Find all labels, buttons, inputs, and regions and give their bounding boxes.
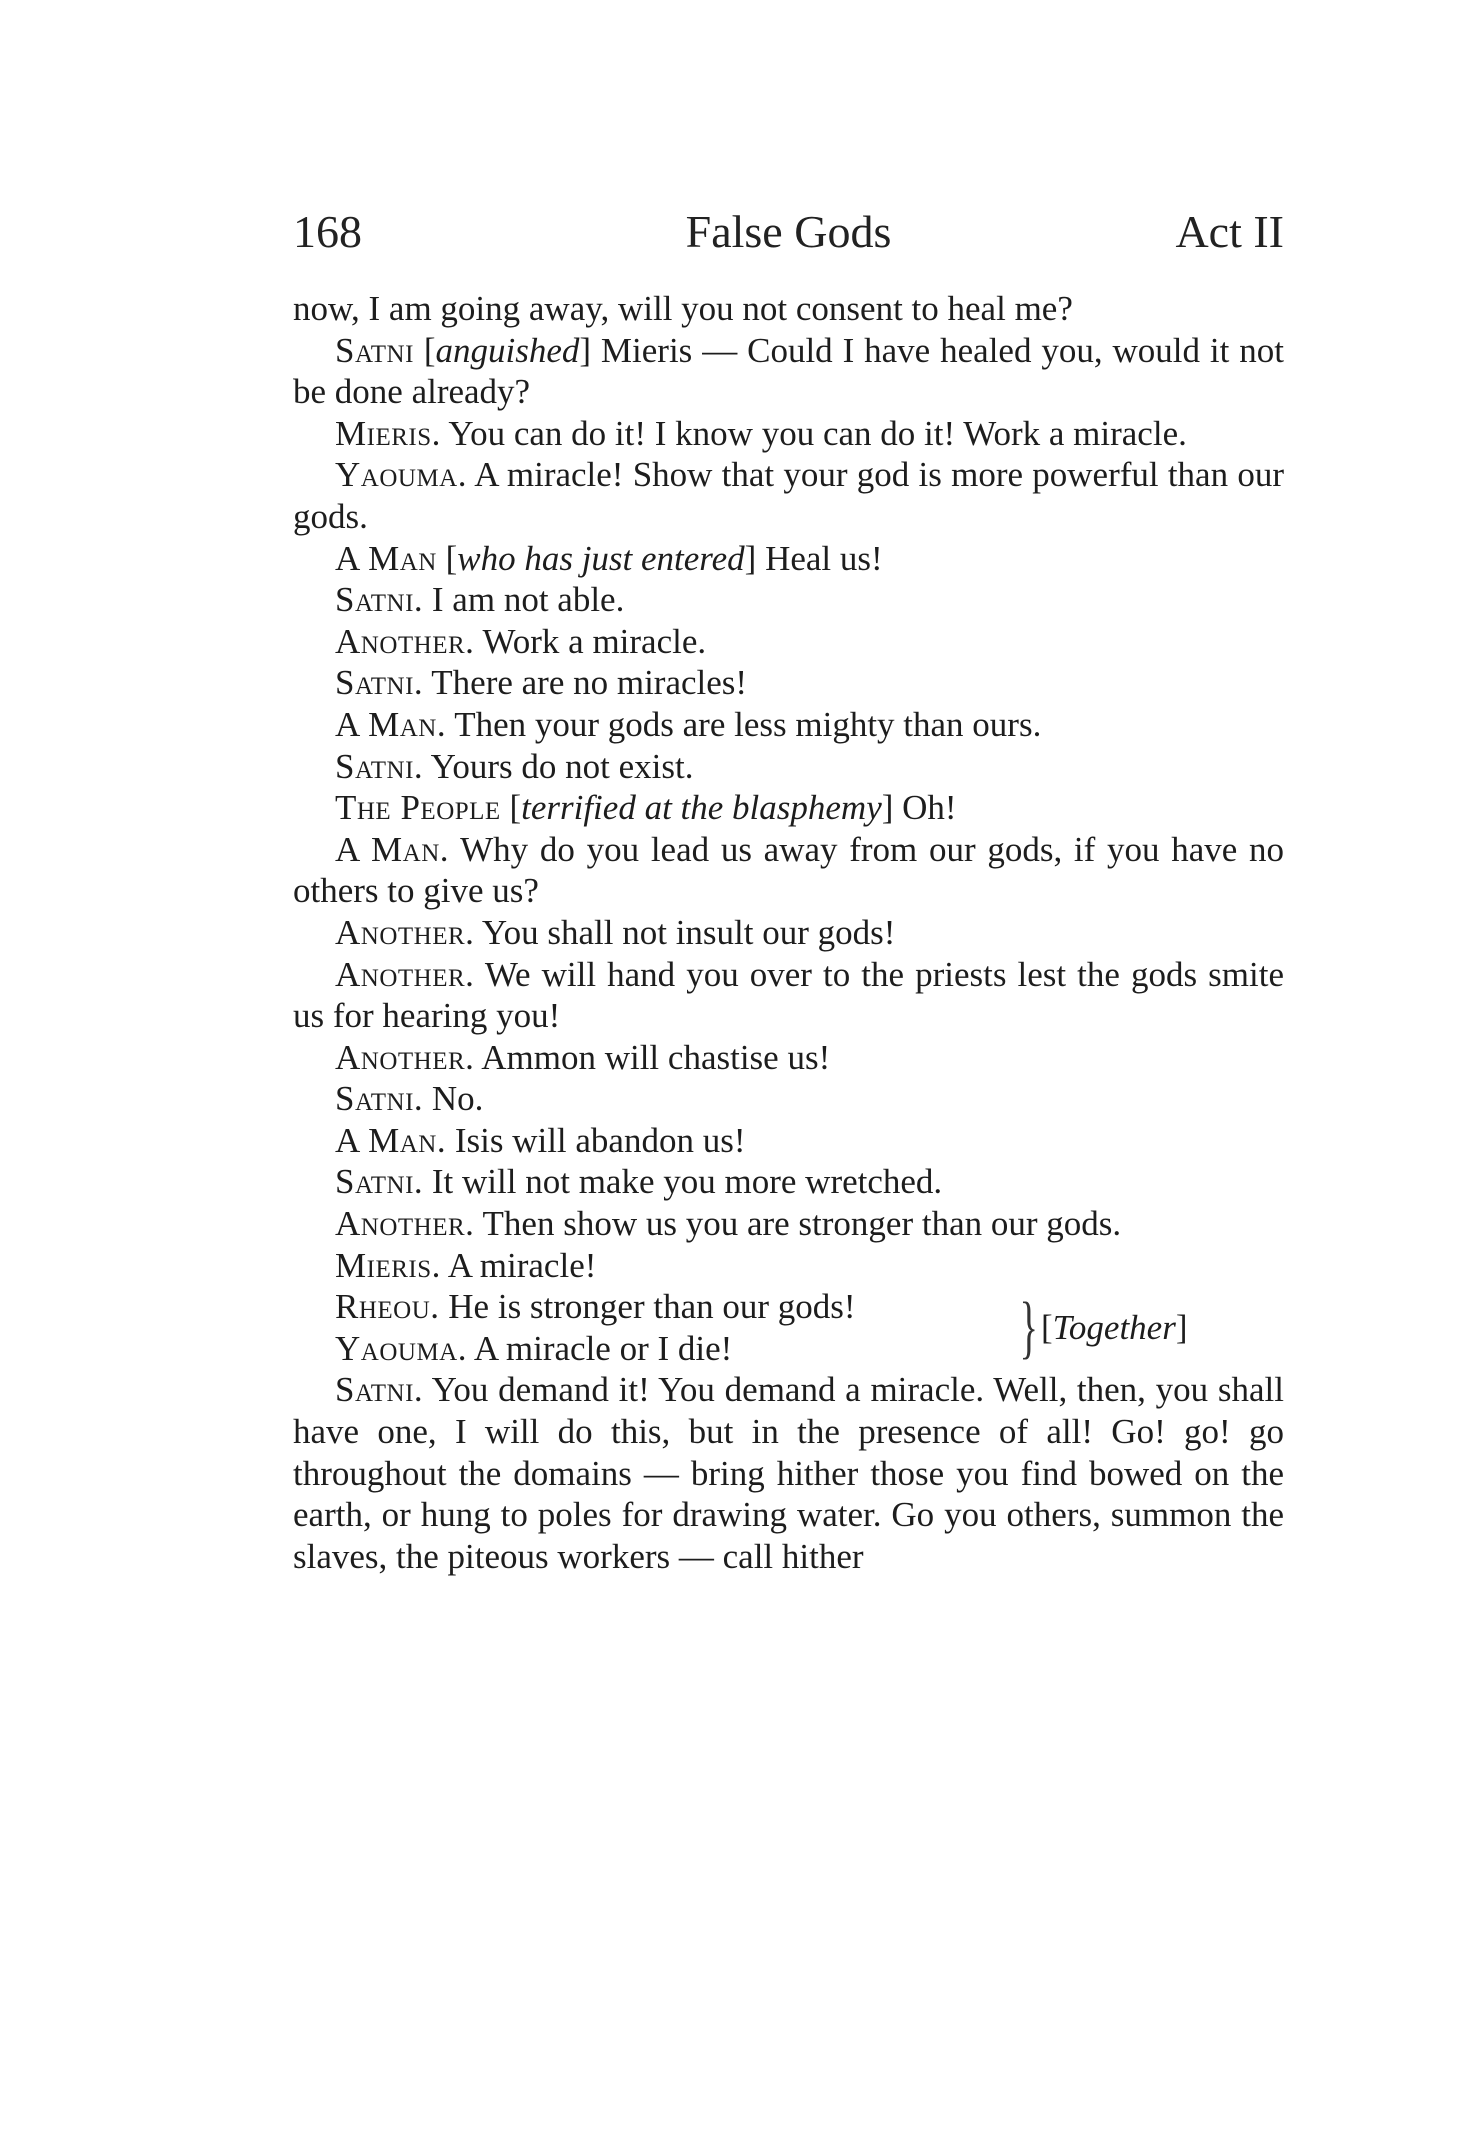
dialogue-line	[293, 1245, 1284, 1287]
dialogue-line	[293, 954, 1284, 1037]
dialogue-line	[293, 746, 1284, 788]
dialogue-line	[293, 454, 1284, 537]
speech-text: Then show us you are stronger than our gods.	[482, 1204, 1122, 1244]
speaker-name: Satni	[335, 330, 414, 370]
dialogue-line	[293, 829, 1284, 912]
speech-text: You shall not insult our gods!	[481, 912, 896, 952]
speaker-name: Mieris.	[335, 1245, 441, 1285]
together-lines	[293, 1286, 1015, 1369]
speech-text: He is stronger than our gods!	[448, 1287, 856, 1327]
speaker-name: Satni.	[335, 1162, 424, 1202]
speaker-name: A Man	[335, 538, 437, 578]
speaker-name: A Man.	[335, 704, 447, 744]
running-header	[293, 205, 1284, 265]
speaker-name: The People	[335, 788, 501, 828]
dialogue-line	[293, 704, 1284, 746]
speaker-name: Satni.	[335, 580, 424, 620]
speech-text: We will hand you over to the priests lest the gods smite us for hearing you!	[293, 954, 1284, 1036]
page-number: 168	[293, 206, 362, 257]
speaker-name: Yaouma.	[335, 1328, 467, 1368]
speech-text: No.	[431, 1079, 484, 1119]
speaker-name: Another.	[335, 954, 475, 994]
running-title: False Gods	[685, 206, 892, 257]
speech-text: Then your gods are less mighty than ours.	[454, 704, 1042, 744]
speaker-name: Yaouma.	[335, 455, 467, 495]
dialogue-line	[293, 1203, 1284, 1245]
dialogue-line	[293, 621, 1284, 663]
speaker-name: Another.	[335, 912, 475, 952]
dialogue-line	[293, 1161, 1284, 1203]
play-text	[293, 288, 1284, 1577]
speech-text: There are no miracles!	[431, 663, 748, 703]
dialogue-line	[293, 413, 1284, 455]
speaker-name: Satni.	[335, 1079, 424, 1119]
speech-text: Yours do not exist.	[430, 746, 694, 786]
dialogue-line	[293, 1120, 1284, 1162]
speaker-name: Another.	[335, 621, 475, 661]
speech-text: A miracle! Show that your god is more powerful than our gods.	[293, 455, 1284, 536]
speech-text: I am not able.	[431, 580, 625, 620]
right-brace: }	[1019, 1288, 1038, 1366]
speaker-name: Rheou.	[335, 1287, 440, 1327]
speech-text: Heal us!	[765, 538, 883, 578]
speaker-name: Another.	[335, 1204, 475, 1244]
dialogue-line	[293, 1078, 1284, 1120]
speaker-name: Another.	[335, 1037, 475, 1077]
together-group	[293, 1286, 1284, 1369]
together-direction: [Together]	[1041, 1308, 1188, 1348]
dialogue-line	[293, 662, 1284, 704]
speaker-name: Satni.	[335, 663, 424, 703]
stage-direction: who has just entered	[457, 538, 745, 578]
speech-text: Oh!	[902, 788, 957, 828]
speech-text: A miracle or I die!	[473, 1328, 733, 1368]
dialogue-line	[293, 912, 1284, 954]
dialogue-line: The People [terrified at the blasphemy] Oh!	[335, 788, 957, 828]
speaker-name: Satni.	[335, 1370, 424, 1410]
dialogue-line: Satni [anguished] Mieris — Could I have healed you, would it not be done already?	[293, 330, 1284, 412]
speaker-name: Mieris.	[335, 413, 441, 453]
speech-text: Work a miracle.	[482, 621, 707, 661]
act-label: Act II	[1175, 206, 1284, 257]
speech-text: Mieris — Could I have healed you, would it not be done already?	[293, 330, 1284, 412]
dialogue-line	[293, 1328, 1015, 1370]
speech-text: You can do it! I know you can do it! Work a miracle.	[448, 413, 1187, 453]
dialogue-line	[293, 1037, 1284, 1079]
dialogue-line	[293, 1369, 1284, 1577]
stage-direction: terrified at the blasphemy	[521, 788, 882, 828]
speech-text: now, I am going away, will you not consent to heal me?	[293, 289, 1073, 328]
speaker-name: A Man.	[335, 1120, 447, 1160]
speech-text: Isis will abandon us!	[454, 1120, 746, 1160]
speech-text: You demand it! You demand a miracle. Well, then, you shall have one, I will do this, but in the presence of all! Go! go! go throughout the domains — bring hither those you find bowed on the earth, or hung to poles for drawing water. Go you others, summon the slaves, the piteous workers — call hither	[293, 1370, 1284, 1576]
dialogue-line	[293, 1286, 1015, 1328]
speech-text: Why do you lead us away from our gods, if you have no others to give us?	[293, 829, 1285, 911]
speech-text: Ammon will chastise us!	[481, 1037, 831, 1077]
speech-text: A miracle!	[447, 1245, 597, 1285]
speaker-name: Satni.	[335, 746, 424, 786]
speaker-name: A Man.	[335, 829, 450, 869]
dialogue-line	[293, 579, 1284, 621]
dialogue-list	[293, 288, 1284, 1286]
dialogue-line: A Man [who has just entered] Heal us!	[335, 538, 883, 578]
continued-line	[293, 288, 1284, 330]
stage-direction: anguished	[435, 330, 580, 370]
speech-text: It will not make you more wretched.	[431, 1162, 943, 1202]
